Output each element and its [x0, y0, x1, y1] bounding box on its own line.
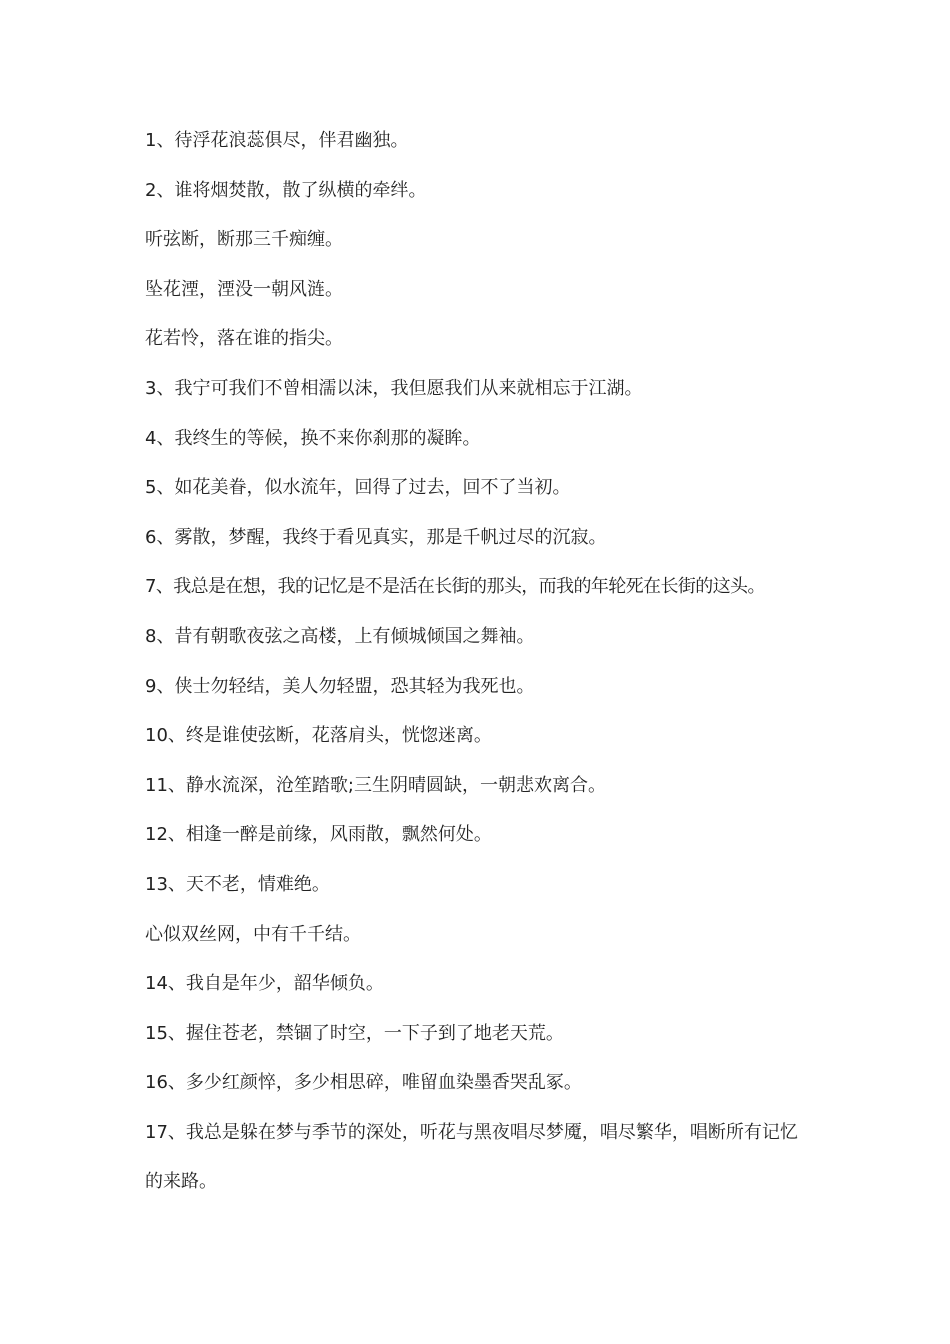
text-line: 花若怜，落在谁的指尖。 — [145, 328, 343, 350]
text-line: 6、雾散，梦醒，我终于看见真实，那是千帆过尽的沉寂。 — [145, 526, 607, 548]
text-line: 17、我总是躲在梦与季节的深处，听花与黑夜唱尽梦魇，唱尽繁华，唱断所有记忆的来路。 — [145, 1121, 798, 1193]
text-line: 16、多少红颜悴，多少相思碎，唯留血染墨香哭乱冢。 — [145, 1072, 582, 1094]
text-line: 11、静水流深，沧笙踏歌;三生阴晴圆缺，一朝悲欢离合。 — [145, 774, 606, 796]
text-line: 心似双丝网，中有千千结。 — [145, 923, 361, 945]
text-line: 13、天不老，情难绝。 — [145, 873, 330, 895]
text-line: 坠花湮，湮没一朝风涟。 — [145, 278, 343, 300]
text-line: 2、谁将烟焚散，散了纵横的牵绊。 — [145, 179, 427, 201]
text-line: 14、我自是年少，韶华倾负。 — [145, 973, 384, 995]
text-line: 10、终是谁使弦断，花落肩头，恍惚迷离。 — [145, 725, 492, 747]
text-line: 5、如花美眷，似水流年，回得了过去，回不了当初。 — [145, 477, 571, 499]
document-body — [145, 116, 835, 1207]
text-line: 12、相逢一醉是前缘，风雨散，飘然何处。 — [145, 824, 492, 846]
text-line: 8、昔有朝歌夜弦之高楼，上有倾城倾国之舞袖。 — [145, 625, 535, 647]
text-line: 7、我总是在想，我的记忆是不是活在长街的那头，而我的年轮死在长街的这头。 — [145, 576, 765, 598]
text-line: 听弦断，断那三千痴缠。 — [145, 229, 343, 251]
text-line: 4、我终生的等候，换不来你刹那的凝眸。 — [145, 427, 481, 449]
text-line: 1、待浮花浪蕊俱尽，伴君幽独。 — [145, 130, 409, 151]
text-line: 15、握住苍老，禁锢了时空，一下子到了地老天荒。 — [145, 1022, 564, 1044]
text-line: 9、侠士勿轻结，美人勿轻盟，恐其轻为我死也。 — [145, 675, 535, 697]
text-line: 3、我宁可我们不曾相濡以沫，我但愿我们从来就相忘于江湖。 — [145, 377, 643, 399]
